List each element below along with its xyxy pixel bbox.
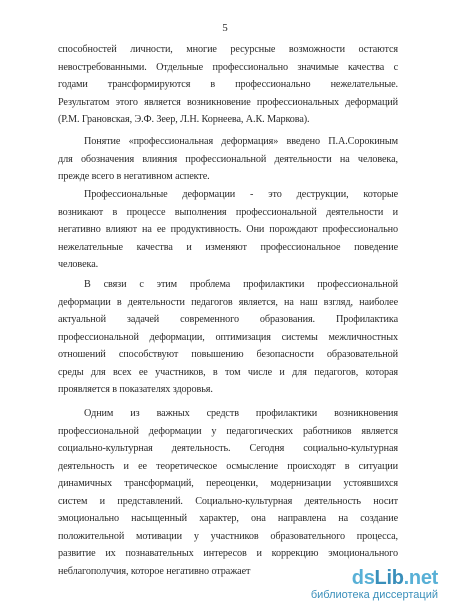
text-line: неблагополучия, которое негативно отражает — [58, 565, 251, 577]
text-line: (Р.М. Грановская, Э.Ф. Зеер, Л.Н. Корнеева, А.К. Маркова). — [58, 114, 310, 125]
text-line: систем и представлений. Социально-культурная деятельность носит — [58, 495, 398, 507]
paragraph-2 — [58, 133, 398, 186]
text-line: профессиональной деформации у педагогических работников является — [58, 425, 398, 437]
text-line: возникают в процессе выполнения профессиональной деятельности и — [58, 206, 398, 218]
text-line: развитие их познавательных интересов и коррекцию эмоционального — [58, 548, 398, 559]
paragraph-1 — [58, 41, 398, 129]
logo-lib: Lib — [374, 567, 404, 589]
text-line: прежде всего в негативном аспекте. — [58, 171, 210, 182]
text-line: невостребованными. Отдельные профессионально значимые качества с — [58, 61, 398, 73]
text-line: для обозначения влияния профессиональной деятельности на человека, — [58, 153, 398, 165]
text-line: профессиональной деформации, оптимизация системы межличностных — [58, 331, 398, 343]
text-line: проявляется в показателях здоровья. — [58, 384, 213, 395]
text-line: положительной мотивации у участников образовательного процесса, — [58, 530, 398, 542]
text-line: негативно влияют на ее продуктивность. Они порождают профессионально — [58, 224, 398, 235]
text-line: отношений способствуют повышению безопасности образовательной — [58, 349, 398, 360]
text-line: В связи с этим проблема профилактики профессиональной — [84, 279, 398, 290]
text-line: динамичных трансформаций, переоценки, модернизации устоявшихся — [58, 478, 398, 489]
text-line: способностей личности, многие ресурсные возможности остаются — [58, 44, 398, 55]
text-line: эмоционально насыщенный характер, она направлена на создание — [58, 513, 398, 524]
logo-net: .net — [403, 567, 438, 589]
text-line: деформации в деятельности педагогов является, на наш взгляд, наиболее — [58, 296, 398, 308]
dslib-logo — [288, 567, 438, 589]
text-line: Понятие «профессиональная деформация» введено П.А.Сорокиным — [84, 136, 398, 147]
text-line: Одним из важных средств профилактики возникновения — [84, 408, 398, 419]
text-line: Результатом этого является возникновение профессиональных деформаций — [58, 96, 398, 108]
paragraph-4 — [58, 276, 398, 399]
dslib-watermark[interactable] — [288, 567, 438, 607]
page-number: 5 — [222, 22, 228, 34]
paragraph-5 — [58, 405, 398, 580]
text-line: Профессиональные деформации - это деструкции, которые — [84, 189, 398, 200]
text-line: нежелательные качества и изменяют профессиональное поведение — [58, 241, 398, 253]
text-line: социально-культурная деятельность. Сегодня социально-культурная — [58, 443, 398, 454]
text-line: годами трансформируются в профессионально нежелательные. — [58, 79, 398, 90]
logo-ds: ds — [351, 567, 375, 589]
text-line: среды для всех ее участников, в том числе и для педагогов, которая — [58, 366, 398, 378]
watermark-tagline: библиотека диссертаций — [310, 589, 438, 601]
text-line: деятельность и ее теоретическое осмысление происходят в ситуации — [58, 460, 398, 472]
text-line: человека. — [58, 259, 99, 270]
paragraph-3 — [58, 186, 398, 274]
text-line: актуальной задачей современного образования. Профилактика — [58, 314, 398, 325]
